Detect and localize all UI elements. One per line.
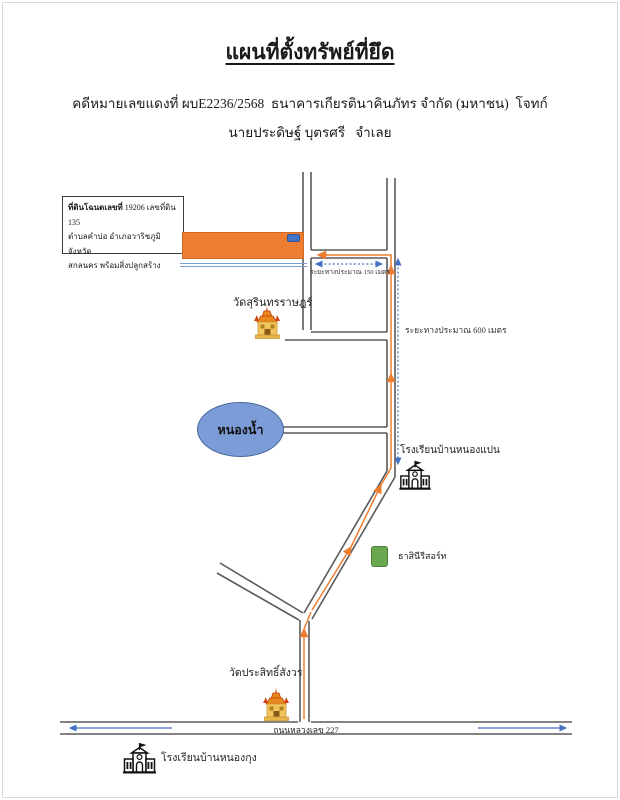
school-icon xyxy=(398,459,432,493)
pond-label: หนองน้ำ xyxy=(217,422,264,437)
resort-marker xyxy=(371,546,388,567)
page-title: แผนที่ตั้งทรัพย์ที่ยึด xyxy=(225,40,395,64)
note-deed-numbers: 19206 เลขที่ดิน 135 xyxy=(68,203,176,227)
note-line-3: สกลนคร พร้อมสิ่งปลูกสร้าง xyxy=(68,261,161,270)
school-south-label: โรงเรียนบ้านหนองกุง xyxy=(161,753,257,764)
note-line-1 xyxy=(68,201,180,230)
temple-north-label: วัดสุรินทรราษฎร์ xyxy=(233,297,313,309)
seized-property-parcel xyxy=(182,232,304,259)
pond-shape xyxy=(197,402,284,457)
school-east-label: โรงเรียนบ้านหนองแปน xyxy=(400,445,500,456)
distance-150-label: ระยะทางประมาณ 150 เมตร xyxy=(310,269,390,276)
temple-icon xyxy=(258,687,295,722)
property-location-marker xyxy=(287,234,300,242)
temple-south-label: วัดประสิทธิ์สังวร xyxy=(229,668,303,679)
defendant-line: นายประดิษฐ์ บุตรศรี จำเลย xyxy=(228,125,392,140)
note-deed-bold: ที่ดินโฉนดเลขที่ xyxy=(68,203,123,212)
note-line-2: ตำบลคำบ่อ อำเภอวาริชภูมิ จังหวัด xyxy=(68,232,161,256)
distance-600-label: ระยะทางประมาณ 600 เมตร xyxy=(405,325,507,335)
school-icon xyxy=(121,741,158,777)
case-number-line: คดีหมายเลขแดงที่ ผบE2236/2568 ธนาคารเกียรตินาคินภัทร จำกัด (มหาชน) โจทก์ xyxy=(72,96,548,111)
highway-label: ถนนหลวงเลข 227 xyxy=(273,725,339,735)
property-frontage-road xyxy=(180,264,307,267)
land-deed-note-box xyxy=(62,196,184,270)
resort-label: ธาสินีรีสอร์ท xyxy=(398,551,447,561)
